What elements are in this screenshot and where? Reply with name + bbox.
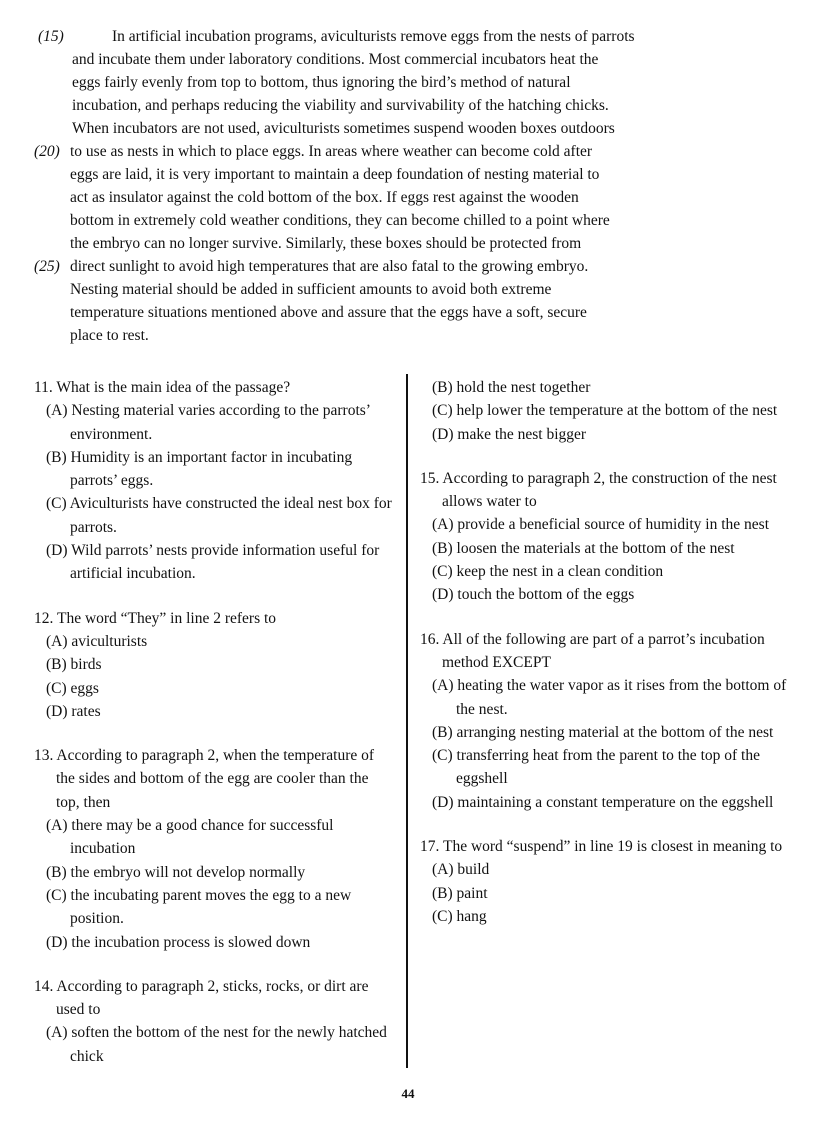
question-stem: 13. According to paragraph 2, when the temperature of the sides and bottom of the egg are cooler than the top, then: [34, 747, 375, 811]
answer-option: (D) rates: [46, 702, 101, 720]
answer-option: (A) Nesting material varies according to the parrots’ environment.: [46, 402, 370, 443]
passage-line: direct sunlight to avoid high temperatures that are also fatal to the growing embryo.: [70, 258, 589, 275]
question-16: [420, 628, 800, 814]
line-number: (15): [38, 28, 64, 45]
answer-option: (A) there may be a good chance for successful incubation: [46, 817, 334, 858]
passage-line: When incubators are not used, aviculturists sometimes suspend wooden boxes outdoors: [72, 120, 615, 137]
answer-option: (C) Aviculturists have constructed the ideal nest box for parrots.: [46, 495, 392, 536]
answer-option: (C) eggs: [46, 679, 99, 697]
answer-option: (D) make the nest bigger: [432, 425, 587, 443]
answer-option: (B) hold the nest together: [432, 379, 591, 396]
answer-option: (C) keep the nest in a clean condition: [432, 563, 664, 581]
passage-line: act as insulator against the cold bottom of the box. If eggs rest against the wooden: [70, 189, 579, 206]
answer-option: (B) arranging nesting material at the bottom of the nest: [432, 723, 774, 741]
question-13: [34, 744, 394, 954]
passage-line: and incubate them under laboratory conditions. Most commercial incubators heat the: [72, 51, 599, 68]
answer-option: (C) transferring heat from the parent to the top of the eggshell: [432, 747, 760, 788]
column-divider: [406, 374, 408, 1068]
answer-option: (D) the incubation process is slowed down: [46, 933, 311, 951]
answer-option: (C) help lower the temperature at the bottom of the nest: [432, 402, 778, 420]
question-stem: 11. What is the main idea of the passage?: [34, 379, 291, 396]
question-stem: 15. According to paragraph 2, the construction of the nest allows water to: [420, 469, 777, 511]
passage-line: the embryo can no longer survive. Similarly, these boxes should be protected from: [70, 235, 582, 252]
answer-option: (A) aviculturists: [46, 632, 148, 650]
answer-option: (D) maintaining a constant temperature on the eggshell: [432, 793, 774, 811]
passage-line: In artificial incubation programs, aviculturists remove eggs from the nests of parrots: [112, 28, 635, 45]
passage-line: bottom in extremely cold weather conditions, they can become chilled to a point where: [70, 212, 610, 229]
question-stem: 17. The word “suspend” in line 19 is closest in meaning to: [420, 838, 783, 856]
passage-line: incubation, and perhaps reducing the viability and survivability of the hatching chicks.: [72, 97, 609, 114]
question-stem: 12. The word “They” in line 2 refers to: [34, 609, 277, 627]
question-14-continued: [420, 376, 800, 446]
answer-option: (C) the incubating parent moves the egg to a new position.: [46, 886, 352, 928]
answer-option: (B) paint: [432, 884, 488, 902]
passage-line: place to rest.: [70, 327, 149, 344]
question-stem: 14. According to paragraph 2, sticks, rocks, or dirt are used to: [34, 977, 369, 1019]
question-17: [420, 835, 800, 928]
line-number: (20): [34, 143, 60, 160]
answer-option: (C) hang: [432, 907, 487, 925]
answer-option: (A) provide a beneficial source of humidity in the nest: [432, 516, 770, 534]
answer-option: (B) Humidity is an important factor in incubating parrots’ eggs.: [46, 448, 353, 490]
passage-line: eggs fairly evenly from top to bottom, thus ignoring the bird’s method of natural: [72, 74, 571, 91]
answer-option: (B) birds: [46, 656, 102, 674]
answer-option: (A) soften the bottom of the nest for the newly hatched chick: [46, 1024, 387, 1065]
answer-option: (A) build: [432, 861, 490, 879]
line-number: (25): [34, 258, 60, 275]
passage-line: temperature situations mentioned above and assure that the eggs have a soft, secure: [70, 304, 587, 321]
questions-right-column: [420, 376, 800, 949]
question-stem: 16. All of the following are part of a parrot’s incubation method EXCEPT: [420, 630, 765, 671]
passage-line: Nesting material should be added in sufficient amounts to avoid both extreme: [70, 281, 552, 298]
questions-left-column: [34, 376, 394, 1089]
answer-option: (D) Wild parrots’ nests provide information useful for artificial incubation.: [46, 542, 380, 583]
question-11: [34, 376, 394, 586]
passage-line: eggs are laid, it is very important to maintain a deep foundation of nesting material to: [70, 166, 600, 183]
answer-option: (B) the embryo will not develop normally: [46, 863, 306, 881]
answer-option: (A) heating the water vapor as it rises from the bottom of the nest.: [432, 677, 787, 718]
answer-option: (B) loosen the materials at the bottom of the nest: [432, 539, 735, 557]
question-15: [420, 467, 800, 607]
passage-line: to use as nests in which to place eggs. In areas where weather can become cold after: [70, 143, 593, 160]
page-number: 44: [401, 1086, 415, 1101]
question-14: [34, 975, 394, 1068]
answer-option: (D) touch the bottom of the eggs: [432, 586, 635, 604]
question-12: [34, 607, 394, 723]
